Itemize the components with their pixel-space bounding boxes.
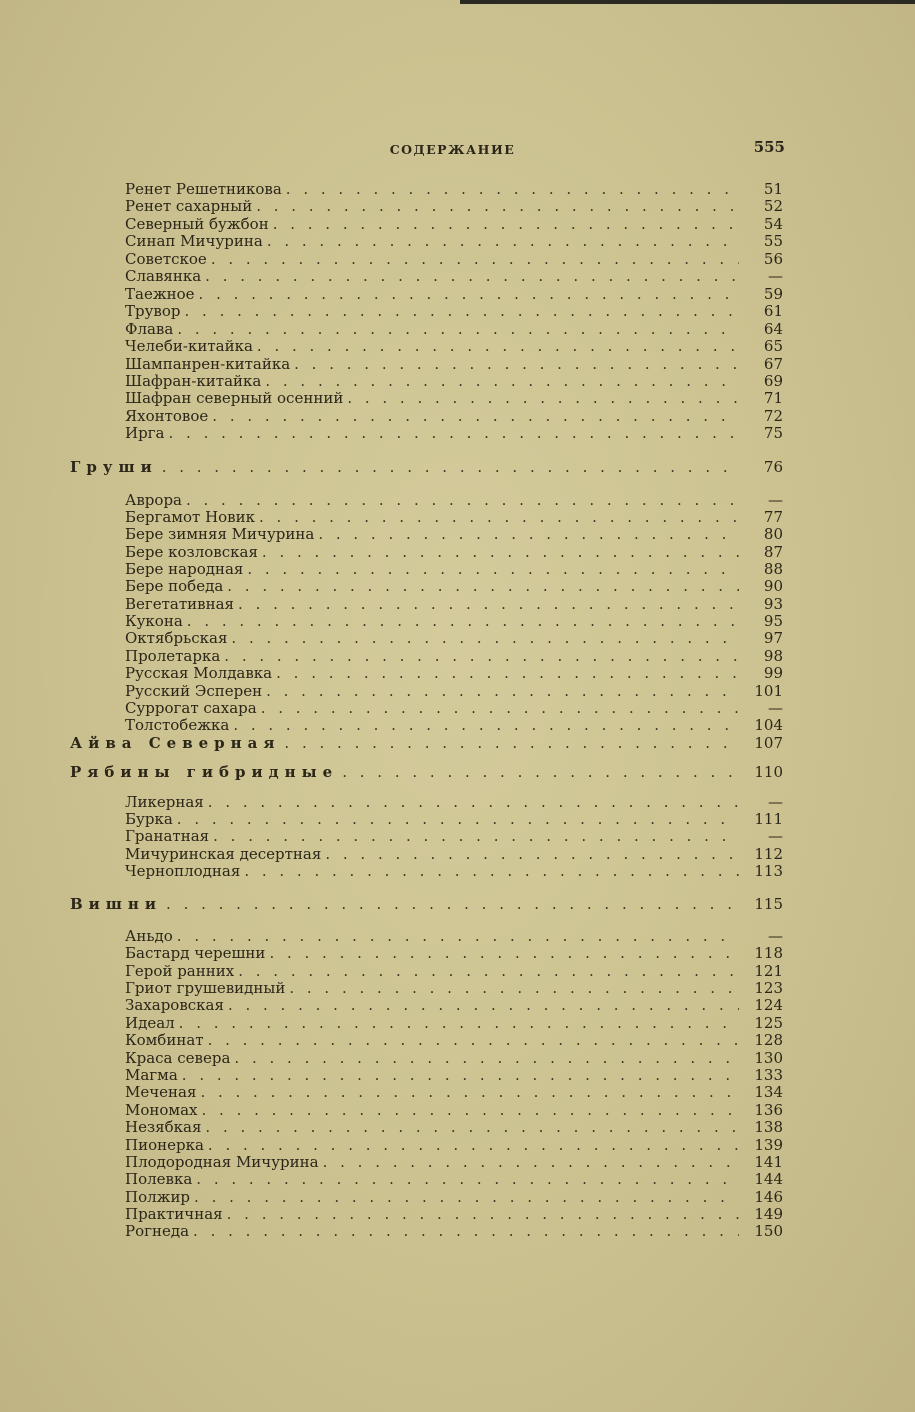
- dot-leader: [259, 509, 739, 527]
- dot-leader: [244, 863, 739, 881]
- toc-entry-label: Герой ранних: [125, 962, 235, 980]
- dot-leader: [261, 700, 739, 718]
- toc-page-number: 77: [763, 508, 783, 526]
- toc-entry-row: [125, 286, 783, 304]
- toc-entry-row: [125, 1137, 783, 1155]
- toc-entry-row: [125, 596, 783, 614]
- toc-entry-row: [125, 544, 783, 562]
- toc-entry-row: [125, 390, 783, 408]
- toc-entry-label: Мономах: [125, 1101, 198, 1119]
- toc-entry-row: [125, 408, 783, 426]
- toc-entry-row: [125, 630, 783, 648]
- toc-page-number: 146: [754, 1188, 783, 1206]
- toc-page-number: 118: [754, 944, 783, 962]
- dot-leader: [257, 338, 739, 356]
- toc-entry-label: Ликерная: [125, 793, 204, 811]
- dot-leader: [187, 613, 739, 631]
- toc-page-number: 115: [754, 895, 783, 913]
- toc-entry-row: [125, 181, 783, 199]
- dot-leader: [179, 1015, 739, 1033]
- toc-entry-row: [125, 216, 783, 234]
- toc-entry-label: Северный бужбон: [125, 215, 269, 233]
- dot-leader: [162, 459, 739, 477]
- toc-entry-row: [125, 1050, 783, 1068]
- dot-leader: [267, 233, 739, 251]
- toc-entry-label: Октябрьская: [125, 629, 228, 647]
- toc-entry-label: Черноплодная: [125, 862, 241, 880]
- toc-entry-row: [125, 1223, 783, 1241]
- toc-entry-label: Краса севера: [125, 1049, 231, 1067]
- toc-page-number: 141: [754, 1153, 783, 1171]
- dot-leader: [231, 630, 739, 648]
- toc-page-number: 75: [763, 424, 783, 442]
- toc-entry-row: [125, 321, 783, 339]
- toc-entry-label: Вегетативная: [125, 595, 235, 613]
- toc-entry-row: [125, 198, 783, 216]
- toc-entry-label: Яхонтовое: [125, 407, 209, 425]
- dot-leader: [224, 648, 739, 666]
- dot-leader: [208, 1032, 739, 1050]
- dot-leader: [233, 717, 739, 735]
- toc-entry-row: [125, 373, 783, 391]
- dot-leader: [196, 1171, 739, 1189]
- dot-leader: [256, 198, 739, 216]
- toc-page-number: 52: [763, 197, 783, 215]
- dot-leader: [284, 735, 739, 753]
- toc-entry-label: Синап Мичурина: [125, 232, 263, 250]
- dot-leader: [194, 1189, 739, 1207]
- toc-page-number: 67: [763, 355, 783, 373]
- dot-leader: [193, 1223, 739, 1241]
- toc-page-number: 56: [763, 250, 783, 268]
- dot-leader: [247, 561, 739, 579]
- toc-entry-row: [125, 492, 783, 510]
- dot-leader: [205, 1119, 739, 1137]
- toc-entry-label: Гриот грушевидный: [125, 979, 286, 997]
- dot-leader: [323, 1154, 739, 1172]
- toc-page-number: 144: [754, 1170, 783, 1188]
- toc-entry-label: Комбинат: [125, 1031, 204, 1049]
- dot-leader: [318, 526, 739, 544]
- toc-entry-row: [125, 683, 783, 701]
- toc-entry-label: Ренет Решетникова: [125, 180, 282, 198]
- dot-leader: [177, 811, 739, 829]
- toc-page-number: 124: [754, 996, 783, 1014]
- toc-entry-label: Полжир: [125, 1188, 191, 1206]
- dot-leader: [169, 425, 740, 443]
- toc-entry-label: Полевка: [125, 1170, 193, 1188]
- dot-leader: [202, 1102, 740, 1120]
- toc-entry-label: Трувор: [125, 302, 181, 320]
- dot-leader: [182, 1067, 739, 1085]
- toc-entry-label: Идеал: [125, 1014, 175, 1032]
- dot-leader: [208, 794, 739, 812]
- toc-entry-label: Пионерка: [125, 1136, 204, 1154]
- toc-entry-row: [125, 665, 783, 683]
- toc-page-number: —: [768, 827, 783, 845]
- toc-entry-row: [125, 717, 783, 735]
- dot-leader: [208, 1137, 739, 1155]
- toc-page-number: 134: [754, 1083, 783, 1101]
- toc-section-row: [70, 764, 783, 782]
- toc-entry-row: [125, 1102, 783, 1120]
- toc-entry-label: Флава: [125, 320, 174, 338]
- toc-page-number: 128: [754, 1031, 783, 1049]
- toc-entry-row: [125, 425, 783, 443]
- dot-leader: [166, 896, 739, 914]
- toc-entry-label: Таежное: [125, 285, 195, 303]
- dot-leader: [212, 408, 739, 426]
- toc-entry-label: Челеби-китайка: [125, 337, 253, 355]
- toc-entry-label: Меченая: [125, 1083, 197, 1101]
- toc-page-number: 149: [754, 1205, 783, 1223]
- toc-page-number: 133: [754, 1066, 783, 1084]
- toc-page-number: 123: [754, 979, 783, 997]
- dot-leader: [265, 373, 739, 391]
- toc-page-number: 59: [763, 285, 783, 303]
- toc-page-number: 93: [763, 595, 783, 613]
- toc-entry-label: Советское: [125, 250, 207, 268]
- toc-page-number: 61: [763, 302, 783, 320]
- toc-entry-label: Бурка: [125, 810, 173, 828]
- dot-leader: [177, 928, 739, 946]
- dot-leader: [199, 286, 739, 304]
- toc-entry-label: Незябкая: [125, 1118, 202, 1136]
- toc-entry-label: Пролетарка: [125, 647, 221, 665]
- toc-page-number: —: [768, 793, 783, 811]
- toc-entry-row: [125, 1032, 783, 1050]
- toc-page-number: 76: [763, 458, 783, 476]
- toc-entry-label: Магма: [125, 1066, 178, 1084]
- toc-entry-row: [125, 846, 783, 864]
- toc-entry-label: Гранатная: [125, 827, 210, 845]
- toc-entry-row: [125, 1154, 783, 1172]
- toc-entry-label: Вишни: [70, 895, 163, 913]
- toc-entry-label: Суррогат сахара: [125, 699, 257, 717]
- toc-entry-row: [125, 233, 783, 251]
- toc-entry-label: Мичуринская десертная: [125, 845, 322, 863]
- toc-entry-row: [125, 1015, 783, 1033]
- toc-entry-label: Ирга: [125, 424, 165, 442]
- toc-entry-row: [125, 928, 783, 946]
- toc-entry-row: [125, 578, 783, 596]
- toc-page-number: —: [768, 267, 783, 285]
- toc-section-row: [70, 459, 783, 477]
- toc-entry-row: [125, 1067, 783, 1085]
- toc-entry-label: Груши: [70, 458, 158, 476]
- dot-leader: [205, 268, 739, 286]
- toc-page-number: 72: [763, 407, 783, 425]
- toc-entry-label: Бере победа: [125, 577, 224, 595]
- toc-entry-row: [125, 794, 783, 812]
- dot-leader: [227, 578, 739, 596]
- dot-leader: [266, 683, 739, 701]
- toc-entry-row: [125, 963, 783, 981]
- dot-leader: [294, 356, 739, 374]
- dot-leader: [177, 321, 739, 339]
- toc-entry-label: Шафран-китайка: [125, 372, 262, 390]
- toc-entry-label: Русская Молдавка: [125, 664, 273, 682]
- dot-leader: [238, 596, 739, 614]
- toc-entry-row: [125, 251, 783, 269]
- toc-entry-label: Бастард черешни: [125, 944, 266, 962]
- toc-page-number: 110: [754, 763, 783, 781]
- toc-entry-label: Бере зимняя Мичурина: [125, 525, 315, 543]
- dot-leader: [276, 665, 739, 683]
- toc-page-number: 90: [763, 577, 783, 595]
- toc-entry-label: Шампанрен-китайка: [125, 355, 291, 373]
- dot-leader: [347, 390, 739, 408]
- toc-entry-row: [125, 526, 783, 544]
- toc-page-number: 113: [754, 862, 783, 880]
- dot-leader: [211, 251, 739, 269]
- toc-entry-row: [125, 303, 783, 321]
- toc-page-number: 88: [763, 560, 783, 578]
- toc-entry-row: [125, 1084, 783, 1102]
- toc-page-number: 150: [754, 1222, 783, 1240]
- toc-entry-label: Бергамот Новик: [125, 508, 255, 526]
- toc-entry-row: [125, 356, 783, 374]
- toc-page-number: 64: [763, 320, 783, 338]
- toc-entry-label: Айва Северная: [70, 734, 281, 752]
- toc-entry-row: [125, 1206, 783, 1224]
- toc-entry-row: [125, 509, 783, 527]
- dot-leader: [227, 1206, 739, 1224]
- dot-leader: [234, 1050, 739, 1068]
- toc-page-number: 51: [763, 180, 783, 198]
- toc-entry-label: Захаровская: [125, 996, 224, 1014]
- dot-leader: [289, 980, 739, 998]
- toc-page-number: 99: [763, 664, 783, 682]
- toc-entry-label: Плодородная Мичурина: [125, 1153, 319, 1171]
- toc-page-number: 69: [763, 372, 783, 390]
- toc-entry-row: [125, 561, 783, 579]
- toc-entry-label: Кукона: [125, 612, 183, 630]
- toc-page-number: 97: [763, 629, 783, 647]
- toc-entry-label: Ренет сахарный: [125, 197, 253, 215]
- toc-page-number: 136: [754, 1101, 783, 1119]
- toc-entry-row: [125, 648, 783, 666]
- toc-entry-label: Аньдо: [125, 927, 173, 945]
- toc-entry-label: Бере козловская: [125, 543, 258, 561]
- toc-entry-label: Практичная: [125, 1205, 223, 1223]
- toc-entry-label: Рогнеда: [125, 1222, 190, 1240]
- toc-page-number: 55: [763, 232, 783, 250]
- toc-entry-label: Бере народная: [125, 560, 244, 578]
- dot-leader: [269, 945, 739, 963]
- toc-entry-label: Русский Эсперен: [125, 682, 263, 700]
- toc-page-number: —: [768, 491, 783, 509]
- toc-page-number: —: [768, 927, 783, 945]
- toc-entry-label: Славянка: [125, 267, 202, 285]
- toc-entry-row: [125, 811, 783, 829]
- dot-leader: [185, 303, 739, 321]
- dot-leader: [342, 764, 739, 782]
- toc-page-number: —: [768, 699, 783, 717]
- toc-entry-label: Рябины гибридные: [70, 763, 339, 781]
- toc-page-number: 112: [754, 845, 783, 863]
- toc-page-number: 121: [754, 962, 783, 980]
- toc-page-number: 125: [754, 1014, 783, 1032]
- toc-entry-label: Толстобежка: [125, 716, 230, 734]
- page-number: 555: [753, 138, 785, 156]
- toc-entry-row: [125, 828, 783, 846]
- toc-entry-row: [125, 700, 783, 718]
- dot-leader: [273, 216, 739, 234]
- toc-section-row: [70, 896, 783, 914]
- toc-entry-row: [125, 338, 783, 356]
- toc-entry-row: [125, 945, 783, 963]
- toc-entry-row: [125, 1119, 783, 1137]
- dot-leader: [238, 963, 739, 981]
- dot-leader: [286, 181, 739, 199]
- toc-page-number: 65: [763, 337, 783, 355]
- dot-leader: [186, 492, 739, 510]
- toc-page-number: 71: [763, 389, 783, 407]
- toc-page-number: 138: [754, 1118, 783, 1136]
- dot-leader: [200, 1084, 739, 1102]
- toc-entry-row: [125, 863, 783, 881]
- toc-entry-row: [125, 997, 783, 1015]
- dot-leader: [262, 544, 739, 562]
- toc-entry-row: [125, 613, 783, 631]
- toc-page-number: 54: [763, 215, 783, 233]
- toc-entry-row: [125, 1189, 783, 1207]
- toc-entry-row: [125, 1171, 783, 1189]
- toc-page-number: 98: [763, 647, 783, 665]
- page-title: СОДЕРЖАНИЕ: [389, 142, 516, 157]
- dot-leader: [213, 828, 739, 846]
- toc-section-row: [70, 735, 783, 753]
- toc-page-number: 87: [763, 543, 783, 561]
- toc-page-number: 101: [754, 682, 783, 700]
- dot-leader: [228, 997, 739, 1015]
- toc-page-number: 139: [754, 1136, 783, 1154]
- toc-entry-row: [125, 268, 783, 286]
- toc-entry-row: [125, 980, 783, 998]
- toc-page-number: 104: [754, 716, 783, 734]
- toc-page-number: 130: [754, 1049, 783, 1067]
- toc-entry-label: Аврора: [125, 491, 182, 509]
- dot-leader: [325, 846, 739, 864]
- toc-page-number: 95: [763, 612, 783, 630]
- toc-entry-label: Шафран северный осенний: [125, 389, 344, 407]
- toc-page-number: 111: [754, 810, 783, 828]
- toc-page-number: 107: [754, 734, 783, 752]
- toc-page-number: 80: [763, 525, 783, 543]
